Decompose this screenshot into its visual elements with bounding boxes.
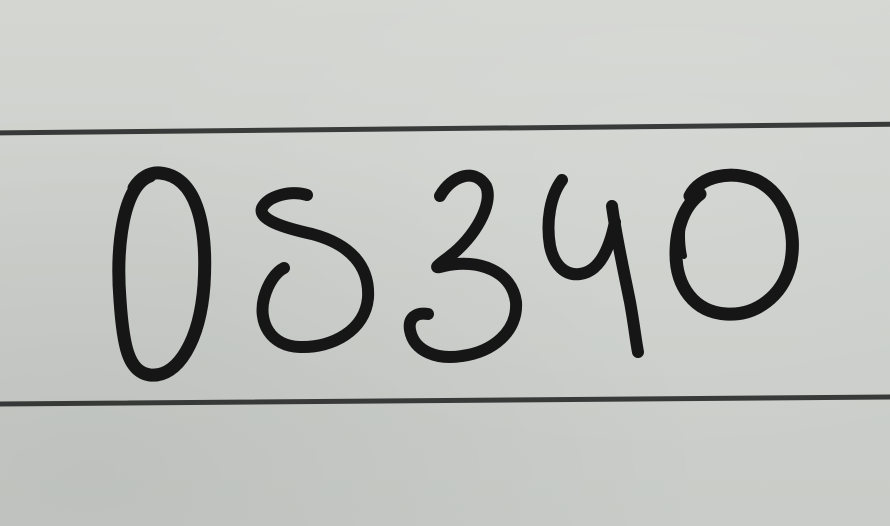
digit-5 — [262, 193, 369, 347]
digit-3 — [410, 176, 516, 357]
digit-0-first — [119, 173, 205, 375]
digit-0-last — [676, 175, 792, 314]
digit-4 — [549, 180, 639, 352]
